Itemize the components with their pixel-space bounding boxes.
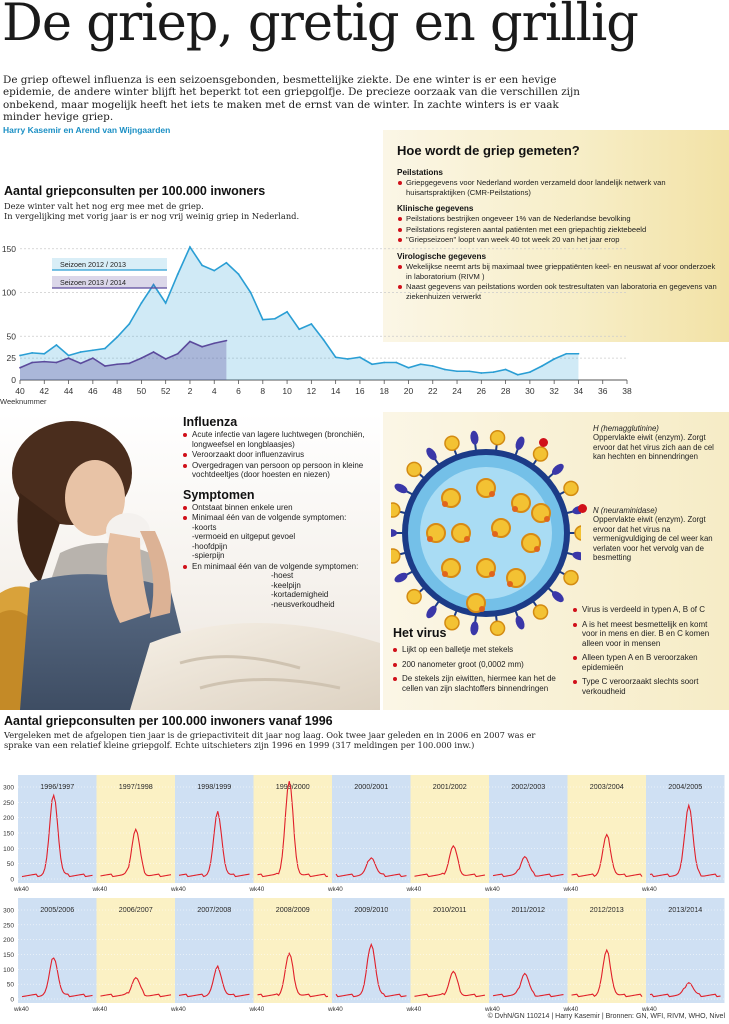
legend-label: Seizoen 2013 / 2014 <box>60 278 126 287</box>
x-tick-label: 32 <box>549 386 559 396</box>
x-tick-label: 28 <box>500 386 511 396</box>
data-point <box>225 262 227 264</box>
influenza-item: Acute infectie van lagere luchtwegen (bronchiën, longweefsel en longblaasjes) <box>183 430 383 449</box>
small-y-tick-label: 300 <box>3 907 14 915</box>
small-y-tick-label: 0 <box>10 996 14 1004</box>
virus-item: Lijkt op een balletje met stekels <box>393 645 573 655</box>
week-start-label: wk40 <box>328 1006 343 1013</box>
x-tick-label: 26 <box>476 386 487 396</box>
data-point <box>274 318 276 320</box>
virus-type-item: Alleen typen A en B veroorzaken epidemieën <box>573 653 723 672</box>
data-point <box>141 357 143 359</box>
spike-head <box>393 571 409 585</box>
data-point <box>286 311 288 313</box>
influenza-item: Veroorzaakt door influenzavirus <box>183 450 383 460</box>
data-point <box>578 353 580 355</box>
h-title: H (hemagglutinine) <box>593 424 659 433</box>
data-point <box>104 348 106 350</box>
x-tick-label: 10 <box>282 386 292 396</box>
spike-head <box>407 590 421 604</box>
data-point <box>80 362 82 364</box>
small-y-tick-label: 0 <box>10 876 14 884</box>
season-label: 2008/2009 <box>275 905 310 914</box>
small-y-tick-label: 200 <box>3 815 14 823</box>
data-point <box>80 351 82 353</box>
data-point <box>189 341 191 343</box>
influenza-item: Overgedragen van persoon op persoon in kleine vochtdeeltjes (door hoesten en niezen) <box>183 461 383 480</box>
virus-surface-dot <box>442 571 448 577</box>
x-tick-label: 18 <box>379 386 389 396</box>
data-point <box>177 353 179 355</box>
data-point <box>56 344 58 346</box>
influenza-list <box>183 430 383 480</box>
virus-surface-dot <box>464 536 470 542</box>
data-point <box>298 328 300 330</box>
lower-text: Vergeleken met de afgelopen tien jaar is de griepactiviteit dit jaar nog laag. Ook twee jaar geleden en in 2006 en 2007 was er sprake van een relatief kleine griepgolf. Echte uitschieters zijn 1996 en 1999 (317 meldingen per 100.000 inw.) <box>4 730 536 751</box>
week-start-label: wk40 <box>249 1006 265 1013</box>
x-tick-label: 36 <box>597 386 608 396</box>
data-point <box>31 352 33 354</box>
spike-head <box>391 503 400 517</box>
data-point <box>565 353 567 355</box>
virus-type-item: Virus is verdeeld in typen A, B of C <box>573 605 723 615</box>
data-point <box>225 340 227 342</box>
small-y-tick-label: 50 <box>6 981 14 989</box>
virus-surface-dot <box>534 546 540 552</box>
measure-item: Naast gegevens van peilstations worden ook testresultaten van laboratoria en gegevens van ziekenhuizen verwerkt <box>397 282 719 301</box>
week-start-label: wk40 <box>642 1006 657 1013</box>
x-tick-label: 52 <box>160 386 171 396</box>
week-start-label: wk40 <box>563 1006 579 1013</box>
virus-surface-dot <box>544 516 550 522</box>
x-tick-label: 34 <box>573 386 584 396</box>
season-label: 2004/2005 <box>668 782 703 791</box>
week-start-label: wk40 <box>485 1006 500 1013</box>
data-point <box>468 370 470 372</box>
h-text: Oppervlakte eiwit (enzym). Zorgt ervoor dat het virus zich aan de cel kan hechten en binnendringen <box>593 433 714 462</box>
x-tick-label: 14 <box>330 386 341 396</box>
small-y-tick-label: 150 <box>3 830 14 838</box>
data-point <box>383 362 385 364</box>
symptom-item: En minimaal één van de volgende symptomen: <box>183 562 383 572</box>
x-tick-label: 46 <box>88 386 98 396</box>
x-tick-label: 24 <box>452 386 462 396</box>
season-label: 2003/2004 <box>589 782 624 791</box>
data-point <box>359 356 361 358</box>
h-description <box>593 424 723 462</box>
data-point <box>250 292 252 294</box>
small-y-tick-label: 300 <box>3 784 14 792</box>
data-point <box>347 358 349 360</box>
week-start-label: wk40 <box>563 886 579 893</box>
x-tick-label: 30 <box>525 386 535 396</box>
symptom-sub-item: -kortademigheid <box>271 590 329 599</box>
season-panel <box>18 775 97 883</box>
data-point <box>553 358 555 360</box>
n-title: N (neuraminidase) <box>593 506 658 515</box>
x-tick-label: 12 <box>306 386 317 396</box>
legend-label: Seizoen 2012 / 2013 <box>60 260 126 269</box>
symptom-sub-item: -hoofdpijn <box>192 541 228 551</box>
data-point <box>68 355 70 357</box>
season-panel <box>411 775 490 883</box>
season-panel <box>568 775 647 883</box>
x-tick-label: 42 <box>39 386 50 396</box>
season-label: 2005/2006 <box>40 905 75 914</box>
week-start-label: wk40 <box>485 886 500 893</box>
week-start-label: wk40 <box>92 1006 108 1013</box>
spike-head <box>564 571 578 585</box>
y-tick-label: 50 <box>6 331 16 342</box>
data-point <box>92 349 94 351</box>
virus-surface-dot <box>512 506 518 512</box>
season-label: 2001/2002 <box>432 782 467 791</box>
data-point <box>19 367 21 369</box>
season-label: 2009/2010 <box>354 905 389 914</box>
data-point <box>395 362 397 364</box>
x-tick-label: 8 <box>260 386 266 396</box>
season-label: 1997/1998 <box>118 782 153 791</box>
season-label: 1996/1997 <box>40 782 75 791</box>
data-point <box>335 356 337 358</box>
season-panel <box>489 775 568 883</box>
data-point <box>165 302 167 304</box>
week-start-label: wk40 <box>14 1006 29 1013</box>
lower-heading: Aantal griepconsulten per 100.000 inwoners vanaf 1996 <box>4 714 333 728</box>
data-point <box>104 365 106 367</box>
data-point <box>323 339 325 341</box>
data-point <box>31 362 33 364</box>
x-tick-label: 4 <box>211 386 217 396</box>
season-label: 2013/2014 <box>668 905 703 914</box>
data-point <box>189 246 191 248</box>
symptom-item: Minimaal één van de volgende symptomen: <box>183 513 383 523</box>
x-tick-label: 6 <box>236 386 241 396</box>
season-label: 2002/2003 <box>511 782 546 791</box>
data-point <box>432 365 434 367</box>
influenza-title: Influenza <box>183 415 238 429</box>
week-start-label: wk40 <box>14 886 29 893</box>
season-label: 2010/2011 <box>433 905 467 914</box>
data-point <box>19 355 21 357</box>
season-label: 2012/2013 <box>589 905 624 914</box>
data-point <box>517 374 519 376</box>
byline: Harry Kasemir en Arend van Wijngaarden <box>3 125 171 135</box>
week-start-label: wk40 <box>249 886 265 893</box>
seasons-chart <box>0 775 729 1013</box>
virus-item: De stekels zijn eiwitten, hiermee kan het de cellen van zijn slachtoffers binnendringen <box>393 674 573 693</box>
spike-head <box>393 482 409 496</box>
data-point <box>177 273 179 275</box>
virus-title: Het virus <box>393 626 447 640</box>
small-y-tick-label: 200 <box>3 937 14 945</box>
y-tick-label: 150 <box>1 243 16 254</box>
week-start-label: wk40 <box>92 886 108 893</box>
x-tick-label: 22 <box>428 386 438 396</box>
spike-head <box>514 435 526 451</box>
data-point <box>371 363 373 365</box>
season-panel <box>254 775 333 883</box>
x-tick-label: 16 <box>355 386 365 396</box>
small-y-tick-label: 250 <box>3 922 14 930</box>
measure-group-title: Peilstations <box>397 168 443 177</box>
data-point <box>480 372 482 374</box>
data-point <box>310 323 312 325</box>
data-point <box>116 336 118 338</box>
y-tick-label: 25 <box>6 353 16 364</box>
symptom-sub-item: -hoest <box>271 571 294 580</box>
x-tick-label: 44 <box>63 386 74 396</box>
measure-item: Peilstations registeren aantal patiënten met een griepachtig ziektebeeld <box>397 225 719 235</box>
season-label: 2006/2007 <box>118 905 153 914</box>
week-start-label: wk40 <box>328 886 343 893</box>
measure-group-title: Klinische gegevens <box>397 204 474 214</box>
data-point <box>213 270 215 272</box>
small-y-tick-label: 50 <box>6 861 14 869</box>
virus-surface-dot <box>489 571 495 577</box>
page-title: De griep, gretig en grillig <box>2 0 638 53</box>
n-description <box>593 506 723 562</box>
week-start-label: wk40 <box>171 886 186 893</box>
virus-types-list <box>573 600 723 696</box>
measure-title: Hoe wordt de griep gemeten? <box>397 143 580 158</box>
week-start-label: wk40 <box>406 1006 422 1013</box>
virus-surface-dot <box>507 581 513 587</box>
data-point <box>141 302 143 304</box>
data-point <box>56 362 58 364</box>
x-tick-label: 2 <box>187 386 193 396</box>
virus-list <box>393 645 573 693</box>
season-label: 1999/2000 <box>275 782 310 791</box>
season-label: 2011/2012 <box>511 905 545 914</box>
data-point <box>201 264 203 266</box>
symptom-sub-item: -neusverkoudheid <box>271 599 335 609</box>
spike-head <box>391 529 397 537</box>
main-chart-sub1: Deze winter valt het nog erg mee met de griep. <box>4 201 204 211</box>
small-y-tick-label: 150 <box>3 952 14 959</box>
week-start-label: wk40 <box>171 1006 186 1013</box>
main-chart <box>0 228 729 413</box>
symptom-list-1 <box>183 523 383 561</box>
symptom-item: Ontstaat binnen enkele uren <box>183 503 383 513</box>
spike-head <box>391 549 400 563</box>
virus-item: 200 nanometer groot (0,0002 mm) <box>393 660 573 670</box>
data-point <box>68 357 70 359</box>
data-point <box>444 369 446 371</box>
virus-type-item: A is het meest besmettelijk en komt voor in mens en dier. B en C komen alleen voor in mensen <box>573 620 723 649</box>
x-tick-label: 48 <box>112 386 122 396</box>
data-point <box>153 351 155 353</box>
data-point <box>128 323 130 325</box>
data-point <box>408 367 410 369</box>
virus-surface-dot <box>442 501 448 507</box>
x-tick-label: 50 <box>136 386 147 396</box>
virus-type-item: Type C veroorzaakt slechts soort verkoudheid <box>573 677 723 696</box>
spike-head <box>534 447 548 461</box>
measure-item: "Griepseizoen" loopt van week 40 tot week 20 van het jaar erop <box>397 235 719 245</box>
measure-group-title: Virologische gegevens <box>397 251 487 261</box>
data-point <box>456 370 458 372</box>
season-label: 2007/2008 <box>197 905 232 914</box>
spike-head <box>445 436 459 450</box>
data-point <box>238 273 240 275</box>
main-chart-sub2: In vergelijking met vorig jaar is er nog vrij weinig griep in Nederland. <box>4 211 300 221</box>
data-point <box>541 365 543 367</box>
spike-head <box>571 550 581 561</box>
n-marker <box>578 504 587 513</box>
virus-surface-dot <box>492 531 498 537</box>
measure-item: Wekelijkse neemt arts bij maximaal twee grieppatiënten keel- en neuswat af voor onderzoek in laboratorium (RIVM ) <box>397 262 719 281</box>
credit-line: © DvhN/GN 110214 | Harry Kasemir | Bronnen: GN, WFI, RIVM, WHO, Nivel <box>487 1013 725 1020</box>
data-point <box>493 371 495 373</box>
symptomen-title: Symptomen <box>183 487 255 502</box>
measure-item: Griepgegevens voor Nederland worden verzameld door landelijk netwerk van huisartspraktijken (CMR-Peilstations) <box>397 178 719 197</box>
symptom-sub-item: -spierpijn <box>192 551 225 560</box>
symptom-list-2 <box>183 571 383 609</box>
x-tick-label: 38 <box>622 386 632 396</box>
data-point <box>529 371 531 373</box>
symptom-sub-item: -vermoeid en uitgeput gevoel <box>192 532 296 541</box>
symptom-sub-item: -keelpijn <box>271 580 301 590</box>
data-point <box>420 363 422 365</box>
spike-head <box>575 526 581 540</box>
spike-head <box>407 462 421 476</box>
virus-illustration <box>391 418 581 640</box>
data-point <box>43 361 45 363</box>
h-marker <box>539 438 548 447</box>
data-point <box>92 357 94 359</box>
symptom-sub-item: -koorts <box>192 522 217 532</box>
small-y-tick-label: 100 <box>3 845 14 853</box>
spike-head <box>534 605 548 619</box>
season-panel <box>332 775 411 883</box>
y-tick-label: 0 <box>11 375 16 385</box>
data-point <box>43 353 45 355</box>
small-y-tick-label: 100 <box>3 966 14 974</box>
measure-item: Peilstations bestrijken ongeveer 1% van de Nederlandse bevolking <box>397 214 719 224</box>
x-tick-label: 40 <box>15 386 25 396</box>
spike-head <box>470 430 480 445</box>
y-tick-label: 100 <box>1 287 16 298</box>
data-point <box>128 362 130 364</box>
small-y-tick-label: 250 <box>3 799 14 807</box>
x-tick-label: 20 <box>403 386 414 396</box>
data-point <box>213 342 215 344</box>
season-label: 1998/1999 <box>197 782 232 791</box>
week-start-label: wk40 <box>406 886 422 893</box>
season-label: 2000/2001 <box>354 782 389 791</box>
x-axis-title: Weeknummer <box>0 397 47 406</box>
data-point <box>165 358 167 360</box>
virus-surface-dot <box>489 491 495 497</box>
data-point <box>262 319 264 321</box>
virus-surface-dot <box>479 606 485 612</box>
data-point <box>505 369 507 371</box>
data-point <box>201 346 203 348</box>
intro-text: De griep oftewel influenza is een seizoensgebonden, besmettelijke ziekte. De ene winter is er een hevige epidemie, de andere winter blijft het beperkt tot een griepgolfje. De precieze oorzaak van die verschillen zijn onbekend, maar mogelijk heeft het iets te maken met de ernst van de winter. In zachte winters is er vaak minder hevige griep. <box>3 74 580 124</box>
spike-head <box>491 431 505 445</box>
n-text: Oppervlakte eiwit (enzym). Zorgt ervoor dat het virus na vermenigvuldiging de cel weer kan verlaten voor het vervolg van de besmetting <box>593 515 713 563</box>
influenza-block <box>183 415 383 609</box>
main-chart-heading: Aantal griepconsulten per 100.000 inwoners <box>4 184 266 198</box>
data-point <box>116 363 118 365</box>
week-start-label: wk40 <box>642 886 657 893</box>
virus-block <box>393 626 573 693</box>
spike-head <box>564 481 578 495</box>
virus-surface-dot <box>427 536 433 542</box>
